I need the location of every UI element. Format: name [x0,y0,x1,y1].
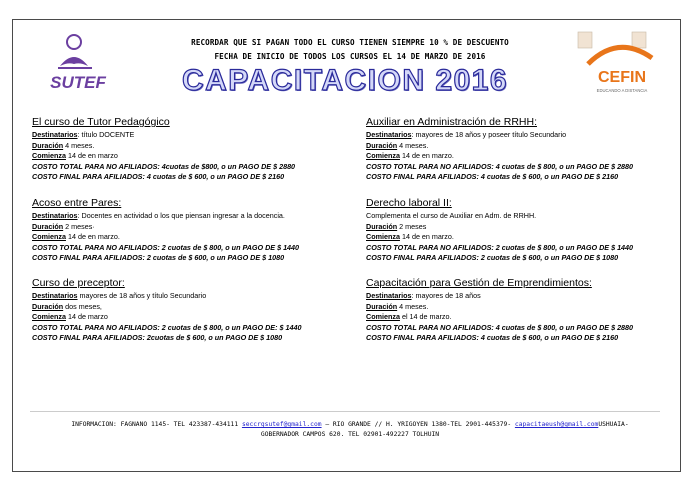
course-title: Capacitación para Gestión de Emprendimientos: [366,277,592,289]
course-tutor-pedagogico [32,116,352,183]
recipients-value: : mayores de 18 años [411,291,481,300]
notice-line-2: FECHA DE INICIO DE TODOS LOS CURSOS EL 14 DE MARZO DE 2016 [214,52,486,61]
course-auxiliar-rrhh [366,116,686,183]
duration-label: Duración [32,301,64,311]
course-title: Curso de preceptor: [32,277,125,289]
start-value: 14 de en marzo. [399,232,454,242]
course-start [32,312,352,323]
course-duration [366,302,686,313]
start-label: Comienza [32,151,66,161]
course-start [366,312,686,323]
email-link-ushuaia[interactable]: capacitaeush@gmail.com [514,421,599,428]
cefin-logo [572,28,664,98]
course-duration [32,302,352,313]
cefin-logo-subtext: EDUCANDO A DISTANCIA [596,88,648,93]
duration-label: Duración [32,221,64,231]
start-value: 14 de en marzo. [399,151,454,161]
footer-line-2: GOBERNADOR CAMPOS 620. TEL 02901-492227 TOLHUIN [260,431,440,438]
start-label: Comienza [366,312,400,322]
start-label: Comienza [32,232,66,242]
recipients-value: mayores de 18 años y título Secundario [77,291,207,300]
duration-label: Duración [366,301,398,311]
course-gestion-emprendimientos [366,277,686,344]
cost-non-members: COSTO TOTAL PARA NO AFILIADOS: 4 cuotas de $ 800, o un PAGO DE $ 2880 [366,161,634,171]
notice-banner [150,36,550,64]
course-duration [32,141,352,152]
duration-value: 2 meses [397,221,427,231]
cost-non-members: COSTO TOTAL PARA NO AFILIADOS: 2 cuotas de $ 800, o un PAGO DE: $ 1440 [32,322,302,332]
course-start [32,232,352,243]
footer-divider [30,411,660,412]
recipients-label: Destinatarios [32,211,78,220]
course-recipients [366,130,686,141]
footer-address-1: INFORMACION: FAGNANO 1145- TEL 423387-434111 [71,421,242,428]
recipients-label: Destinatarios [32,130,78,139]
cost-members: COSTO FINAL PARA AFILIADOS: 4 cuotas de $ 600, o un PAGO DE $ 2160 [366,333,619,343]
course-duration [366,222,686,233]
cost-members: COSTO FINAL PARA AFILIADOS: 2 cuotas de $ 600, o un PAGO DE $ 1080 [366,253,619,263]
duration-value: 4 meses. [397,140,429,150]
duration-label: Duración [32,140,64,150]
course-recipients [32,291,352,302]
duration-value: dos meses, [63,301,102,311]
footer-city: USHUAIA- [598,421,629,428]
course-title: Auxiliar en Administración de RRHH: [366,116,537,128]
cost-members: COSTO FINAL PARA AFILIADOS: 4 cuotas de $ 600, o un PAGO DE $ 2160 [32,172,285,182]
cost-members: COSTO FINAL PARA AFILIADOS: 2 cuotas de $ 600, o un PAGO DE $ 1080 [32,253,285,263]
start-label: Comienza [32,312,66,322]
cost-members: COSTO FINAL PARA AFILIADOS: 4 cuotas de $ 600, o un PAGO DE $ 2160 [366,172,619,182]
cost-members: COSTO FINAL PARA AFILIADOS: 2cuotas de $ 600, o un PAGO DE $ 1080 [32,333,283,343]
page-title: CAPACITACION 2016 [181,64,509,97]
start-value: 14 de en marzo. [65,232,120,242]
course-recipients [32,211,352,222]
course-title: El curso de Tutor Pedagógico [32,116,170,128]
duration-value: 4 meses. [397,301,429,311]
sutef-logo [40,30,120,96]
start-value: el 14 de marzo. [399,312,452,322]
course-start [366,232,686,243]
recipients-value: : mayores de 18 años y poseer título Secundario [411,130,567,139]
footer-line-1 [40,420,660,430]
start-label: Comienza [366,151,400,161]
recipients-value: : título DOCENTE [77,130,135,139]
course-duration [366,141,686,152]
course-start [32,151,352,162]
cost-non-members: COSTO TOTAL PARA NO AFILIADOS: 4 cuotas de $ 800, o un PAGO DE $ 2880 [366,322,634,332]
cefin-logo-text: CEFIN [598,69,646,86]
duration-value: 2 meses· [63,221,95,231]
recipients-label: Destinatarios [32,291,78,300]
course-derecho-laboral [366,197,686,264]
course-recipients [366,291,686,302]
notice-line-1: RECORDAR QUE SI PAGAN TODO EL CURSO TIENEN SIEMPRE 10 % DE DESCUENTO [191,38,509,47]
start-label: Comienza [366,232,400,242]
email-link-riogrande[interactable]: seccrgsutef@gmail.com [241,421,322,428]
course-acoso-entre-pares [32,197,352,264]
footer-address-2: – RIO GRANDE // H. YRIGOYEN 1380-TEL 2901-445379- [321,421,515,428]
course-start [366,151,686,162]
recipients-label: Destinatarios [366,291,412,300]
duration-label: Duración [366,221,398,231]
cost-non-members: COSTO TOTAL PARA NO AFILIADOS: 2 cuotas de $ 800, o un PAGO DE $ 1440 [32,242,300,252]
sutef-logo-text: SUTEF [50,73,106,92]
cost-non-members: COSTO TOTAL PARA NO AFILIADOS: 4cuotas de $800, o un PAGO DE $ 2880 [32,161,296,171]
duration-value: 4 meses. [63,140,95,150]
course-title: Derecho laboral II: [366,197,452,209]
course-intro: Complementa el curso de Auxiliar en Adm. de RRHH. [366,211,537,220]
course-duration [32,222,352,233]
course-title: Acoso entre Pares: [32,197,122,209]
footer-info [40,420,660,440]
course-preceptor [32,277,352,344]
recipients-label: Destinatarios [366,130,412,139]
start-value: 14 de marzo [65,312,108,322]
recipients-value: : Docentes en actividad o los que piensan ingresar a la docencia. [77,211,285,220]
duration-label: Duración [366,140,398,150]
start-value: 14 de en marzo [65,151,118,161]
course-recipients [32,130,352,141]
cost-non-members: COSTO TOTAL PARA NO AFILIADOS: 2 cuotas de $ 800, o un PAGO DE $ 1440 [366,242,634,252]
